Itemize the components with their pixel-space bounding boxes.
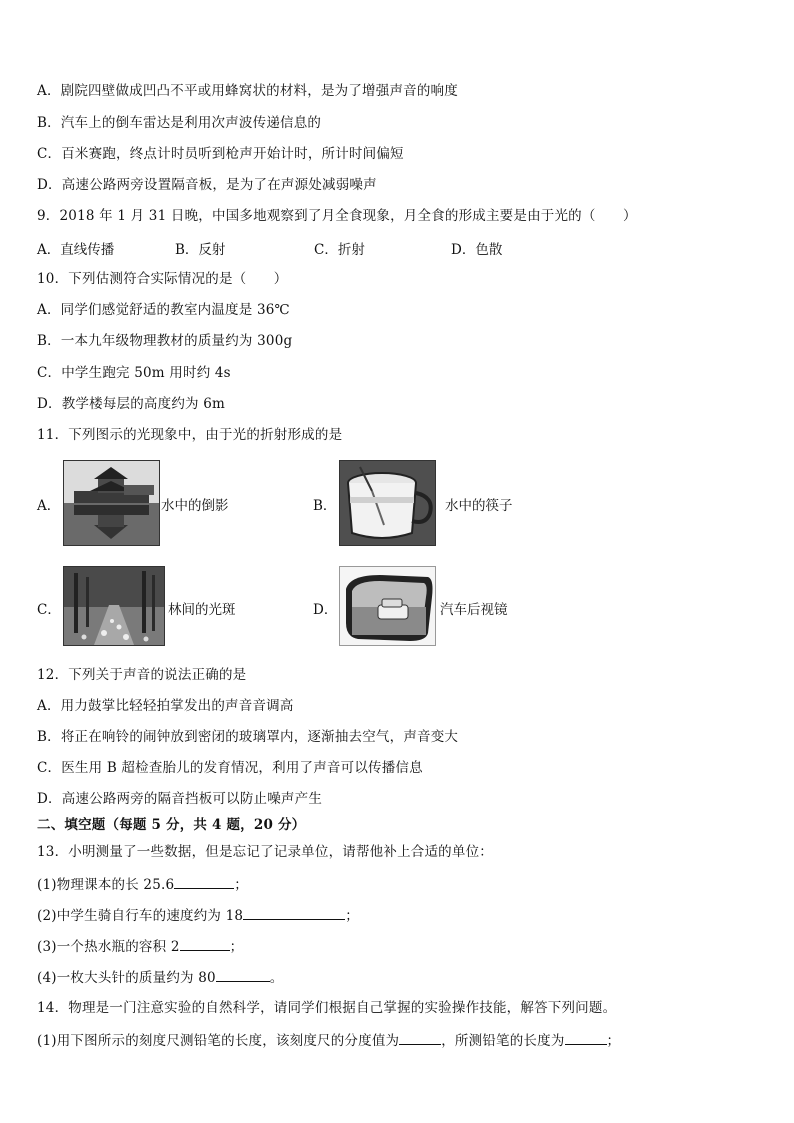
q14-part-1-text-b: ，所测铅笔的长度为 [441,1033,565,1049]
q9-stem: 9．2018 年 1 月 31 日晚，中国多地观察到了月全食现象，月全食的形成主要是由于光的（ ） [37,208,637,224]
q11-option-a [37,460,307,545]
q13-part-3-text: (3)一个热水瓶的容积 2 [37,939,180,955]
q9-option-a: A．直线传播 [37,242,115,258]
q13-blank-3[interactable] [180,936,230,951]
q13-blank-4[interactable] [216,967,270,982]
q14-part-1 [37,1030,620,1050]
q11-option-c-label: 林间的光斑 [168,602,236,618]
q14-part-1-text-a: (1)用下图所示的刻度尺测铅笔的长度，该刻度尺的分度值为 [37,1033,400,1049]
q11-option-b-label: 水中的筷子 [445,498,513,514]
q9-option-b: B．反射 [175,242,226,258]
q14-blank-2[interactable] [565,1030,607,1045]
q11-option-b-letter: B． [313,498,337,514]
q10-option-b: B．一本九年级物理教材的质量约为 300g [37,333,293,349]
q8-option-d: D．高速公路两旁设置隔音板，是为了在声源处减弱噪声 [37,177,377,193]
q8-option-c: C．百米赛跑，终点计时员听到枪声开始计时，所计时间偏短 [37,146,404,162]
q11-option-a-label: 水中的倒影 [161,498,229,514]
q12-option-d: D．高速公路两旁的隔音挡板可以防止噪声产生 [37,791,323,807]
q12-stem: 12．下列关于声音的说法正确的是 [37,667,247,683]
q11-option-c [37,566,307,646]
q12-option-b: B．将正在响铃的闹钟放到密闭的玻璃罩内，逐渐抽去空气，声音变大 [37,729,459,745]
q13-part-1-text: (1)物理课本的长 25.6 [37,877,175,893]
q9-options [37,238,757,256]
q13-blank-1[interactable] [174,874,234,889]
q13-part-4-end: 。 [269,970,284,986]
q10-option-c: C．中学生跑完 50m 用时约 4s [37,365,231,381]
section-2-title: 二、填空题（每题 5 分，共 4 题，20 分） [37,817,306,833]
q12-option-c: C．医生用 B 超检查胎儿的发育情况，利用了声音可以传播信息 [37,760,423,776]
q11-option-d-letter: D． [313,602,338,618]
q8-option-a: A．剧院四壁做成凹凸不平或用蜂窝状的材料，是为了增强声音的响度 [37,83,458,99]
forest-light-spots-image [63,566,165,646]
q11-option-c-letter: C． [37,602,61,618]
q14-stem: 14．物理是一门注意实验的自然科学，请同学们根据自己掌握的实验操作技能，解答下列问题。 [37,1000,617,1016]
q10-stem: 10．下列估测符合实际情况的是（ ） [37,271,288,287]
q11-option-b [313,460,583,545]
q9-option-d: D．色散 [451,242,503,258]
q14-blank-1[interactable] [399,1030,441,1045]
q13-part-3-end: ； [229,939,244,955]
q9-option-c: C．折射 [314,242,365,258]
q13-part-2-end: ； [345,908,359,924]
q11-option-d [313,566,583,646]
pagoda-reflection-image [63,460,160,546]
q13-blank-2[interactable] [243,905,345,920]
q11-option-d-label: 汽车后视镜 [440,602,508,618]
q13-part-1 [37,874,248,894]
q11-stem: 11．下列图示的光现象中，由于光的折射形成的是 [37,427,343,443]
q13-part-2-text: (2)中学生骑自行车的速度约为 18 [37,908,244,924]
q8-option-b: B．汽车上的倒车雷达是利用次声波传递信息的 [37,115,322,131]
q14-part-1-end: ； [606,1033,621,1049]
q13-stem: 13．小明测量了一些数据，但是忘记了记录单位，请帮他补上合适的单位： [37,844,493,860]
q13-part-2 [37,905,359,925]
q11-option-a-letter: A． [37,498,61,514]
q10-option-a: A．同学们感觉舒适的教室内温度是 36℃ [37,302,290,318]
q12-option-a: A．用力鼓掌比轻轻拍掌发出的声音音调高 [37,698,294,714]
q10-option-d: D．教学楼每层的高度约为 6m [37,396,226,412]
q13-part-4 [37,967,284,987]
q13-part-4-text: (4)一枚大头针的质量约为 80 [37,970,216,986]
chopsticks-in-water-image [339,460,436,546]
q13-part-1-end: ； [234,877,248,893]
rear-view-mirror-image [339,566,436,646]
q13-part-3 [37,936,243,956]
